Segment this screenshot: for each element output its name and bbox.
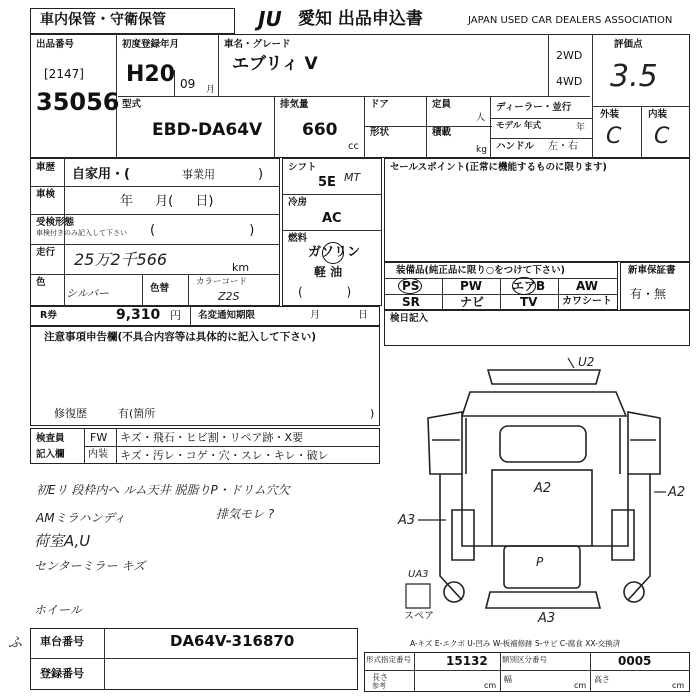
lot-label: 出品番号 [36,39,75,50]
note-line-3: 荷室A,U [34,532,91,550]
spec-width-cm: cm [574,681,587,690]
chassis-value: DA64V-316870 [170,632,295,650]
exterior-label: 外装 [600,109,620,120]
capacity-unit: 人 [476,113,486,123]
car-name-value: エブリィ V [232,54,318,74]
spec-type-label: 形式指定番号 [366,655,411,664]
diagram-legend: A-キズ E-エクボ U-凹み W-板補修跡 S-サビ C-腐食 XX-交換済 [410,639,621,648]
model-year-unit: 年 [576,123,586,133]
equipment-label: 装備品(純正品に限り○をつけて下さい) [396,265,565,276]
diagram-ua3: UA3 [408,569,429,580]
color-value: シルバー [66,287,109,300]
shift-mt: MT [344,171,361,184]
shape-label: 形状 [370,127,390,138]
name-change-label: 名変通知期限 [198,310,256,321]
note-sig: 排気モレ ? [216,507,275,521]
diagram-a3-bottom: A3 [538,611,556,626]
mileage-value: 25万2千566 [74,250,168,269]
history-label: 車歴 [36,162,56,173]
load-label: 積載 [432,127,452,138]
registration-label: 初度登録年月 [122,39,180,50]
equip-sr: SR [402,295,420,309]
diagram-spare: スペア [404,611,434,622]
repair-label: 修復歴 [54,407,87,420]
checker-fw-items: キズ・飛石・ヒビ割・リペア跡・X要 [120,431,304,444]
color-label: 色 [36,277,46,288]
accepted-label: 受検形態 [36,217,75,228]
diagram-a3-left: A3 [398,513,416,528]
fuel-diesel: 軽 油 [314,265,343,279]
model-label: 型式 [122,99,142,110]
car-name-label: 車名・グレード [224,39,291,50]
checker-int-label: 内装 [88,449,108,460]
displacement-value: 660 [302,120,338,140]
name-change-month: 月 [310,310,320,321]
shift-value: 5E [318,175,336,190]
diagram-p4: P [536,555,544,569]
history-value: 自家用・( [72,167,130,182]
aircon-value: AC [322,211,342,226]
margin-mark: ふ [8,635,22,651]
mileage-label: 走行 [36,247,56,258]
equip-pw: PW [460,279,483,293]
ju-logo: JU [258,7,282,31]
warranty-label: 新車保証書 [628,265,676,276]
score-label: 評価点 [614,39,643,50]
spec-width-label: 幅 [504,675,512,684]
checker-label-1: 検査員 [36,433,65,444]
form-title: 愛知 出品申込書 [298,9,423,29]
equip-tv: TV [520,295,538,309]
fuel-other: ( ) [298,285,352,299]
handle-options: 左・右 [548,141,578,152]
dealer-label: ディーラー・並行 [496,102,572,113]
equip-ps: PS [402,279,420,293]
load-unit: kg [476,145,487,155]
note-line-2: AMミラハンディ [36,511,126,525]
model-value: EBD-DA64V [152,120,263,140]
registration-year: H20 [126,62,176,87]
repair-close: ) [370,407,375,420]
shift-label: シフト [288,162,317,173]
recycle-amount: 9,310 [116,307,161,323]
history-business: 事業用 [182,168,215,181]
recycle-unit: 円 [170,309,181,322]
notes-label: 注意事項申告欄(不具合内容等は具体的に記入して下さい) [44,331,317,343]
lot-number: 35056 [36,88,120,116]
spec-height-label: 高さ [594,675,610,684]
note-line-5: ホイール [34,603,82,617]
name-change-day: 日 [358,310,368,321]
diagram-a2-right: A2 [668,485,686,500]
spec-length-label: 長さ [372,673,388,682]
displacement-unit: cc [348,141,359,152]
warranty-value: 有・無 [630,287,667,301]
storage-label: 車内保管・守衛保管 [40,12,166,28]
checker-int-items: キズ・汚レ・コゲ・穴・スレ・キレ・破レ [120,449,329,462]
diagram-a2: A2 [534,481,552,496]
repair-value: 有(箇所 [118,407,156,420]
equip-cawaseat: カワシート [562,296,612,307]
color-change-label: 色替 [150,283,170,294]
exterior-grade: C [606,124,622,149]
spec-class-value: 0005 [618,654,652,668]
recycle-label: R券 [40,310,57,321]
color-code-label: カラーコード [196,277,248,287]
capacity-label: 定員 [432,99,452,110]
association-name: JAPAN USED CAR DEALERS ASSOCIATION [468,15,673,26]
spec-class-label: 類別区分番号 [502,655,547,664]
mileage-unit: km [232,261,250,274]
interior-label: 内装 [648,109,668,120]
fuel-label: 燃料 [288,233,308,244]
chassis-label: 車台番号 [40,635,84,648]
handle-label: ハンドル [496,141,535,152]
fuel-gasoline: ガソリン [308,245,361,260]
door-label: ドア [370,99,389,110]
checker-label-2: 記入欄 [36,449,65,460]
drive-4wd: 4WD [556,75,583,88]
spec-note-label: 参考 [372,682,386,690]
registration-month: 09 [180,77,196,91]
registration-month-unit: 月 [206,85,216,95]
accepted-note: 車検付きのみ記入して下さい [36,229,127,237]
plate-label: 登録番号 [40,667,84,680]
color-code-value: Z2S [218,290,240,303]
sales-point-label: セールスポイント(正常に機能するものに限ります) [390,162,607,173]
spec-type-value: 15132 [446,654,488,668]
history-close: ) [258,167,264,182]
inspection-label: 車検 [36,189,56,200]
equip-navi: ナビ [460,295,485,309]
inspection-value: 年 月( 日) [120,194,214,209]
displacement-label: 排気量 [280,99,309,110]
score-value: 3.5 [610,59,658,94]
accepted-value: ( ) [150,223,255,238]
spec-length-cm: cm [484,681,497,690]
drive-2wd: 2WD [556,49,583,62]
lot-sub-number: [2147] [44,67,84,81]
model-year-label: モデル 年式 [496,121,542,131]
note-line-4: センターミラー キズ [34,559,146,573]
equip-airbag: エアB [512,279,546,293]
checker-fw-label: FW [90,431,108,444]
post-inspection-label: 検日記入 [390,313,429,324]
note-line-1: 初Eリ 段枠内へ ルム天井 脱脂りP・ドリム穴欠 [36,483,290,497]
diagram-u2: U2 [578,355,595,369]
interior-grade: C [654,124,670,149]
aircon-label: 冷房 [288,197,308,208]
equip-aw: AW [576,279,598,293]
spec-height-cm: cm [672,681,685,690]
